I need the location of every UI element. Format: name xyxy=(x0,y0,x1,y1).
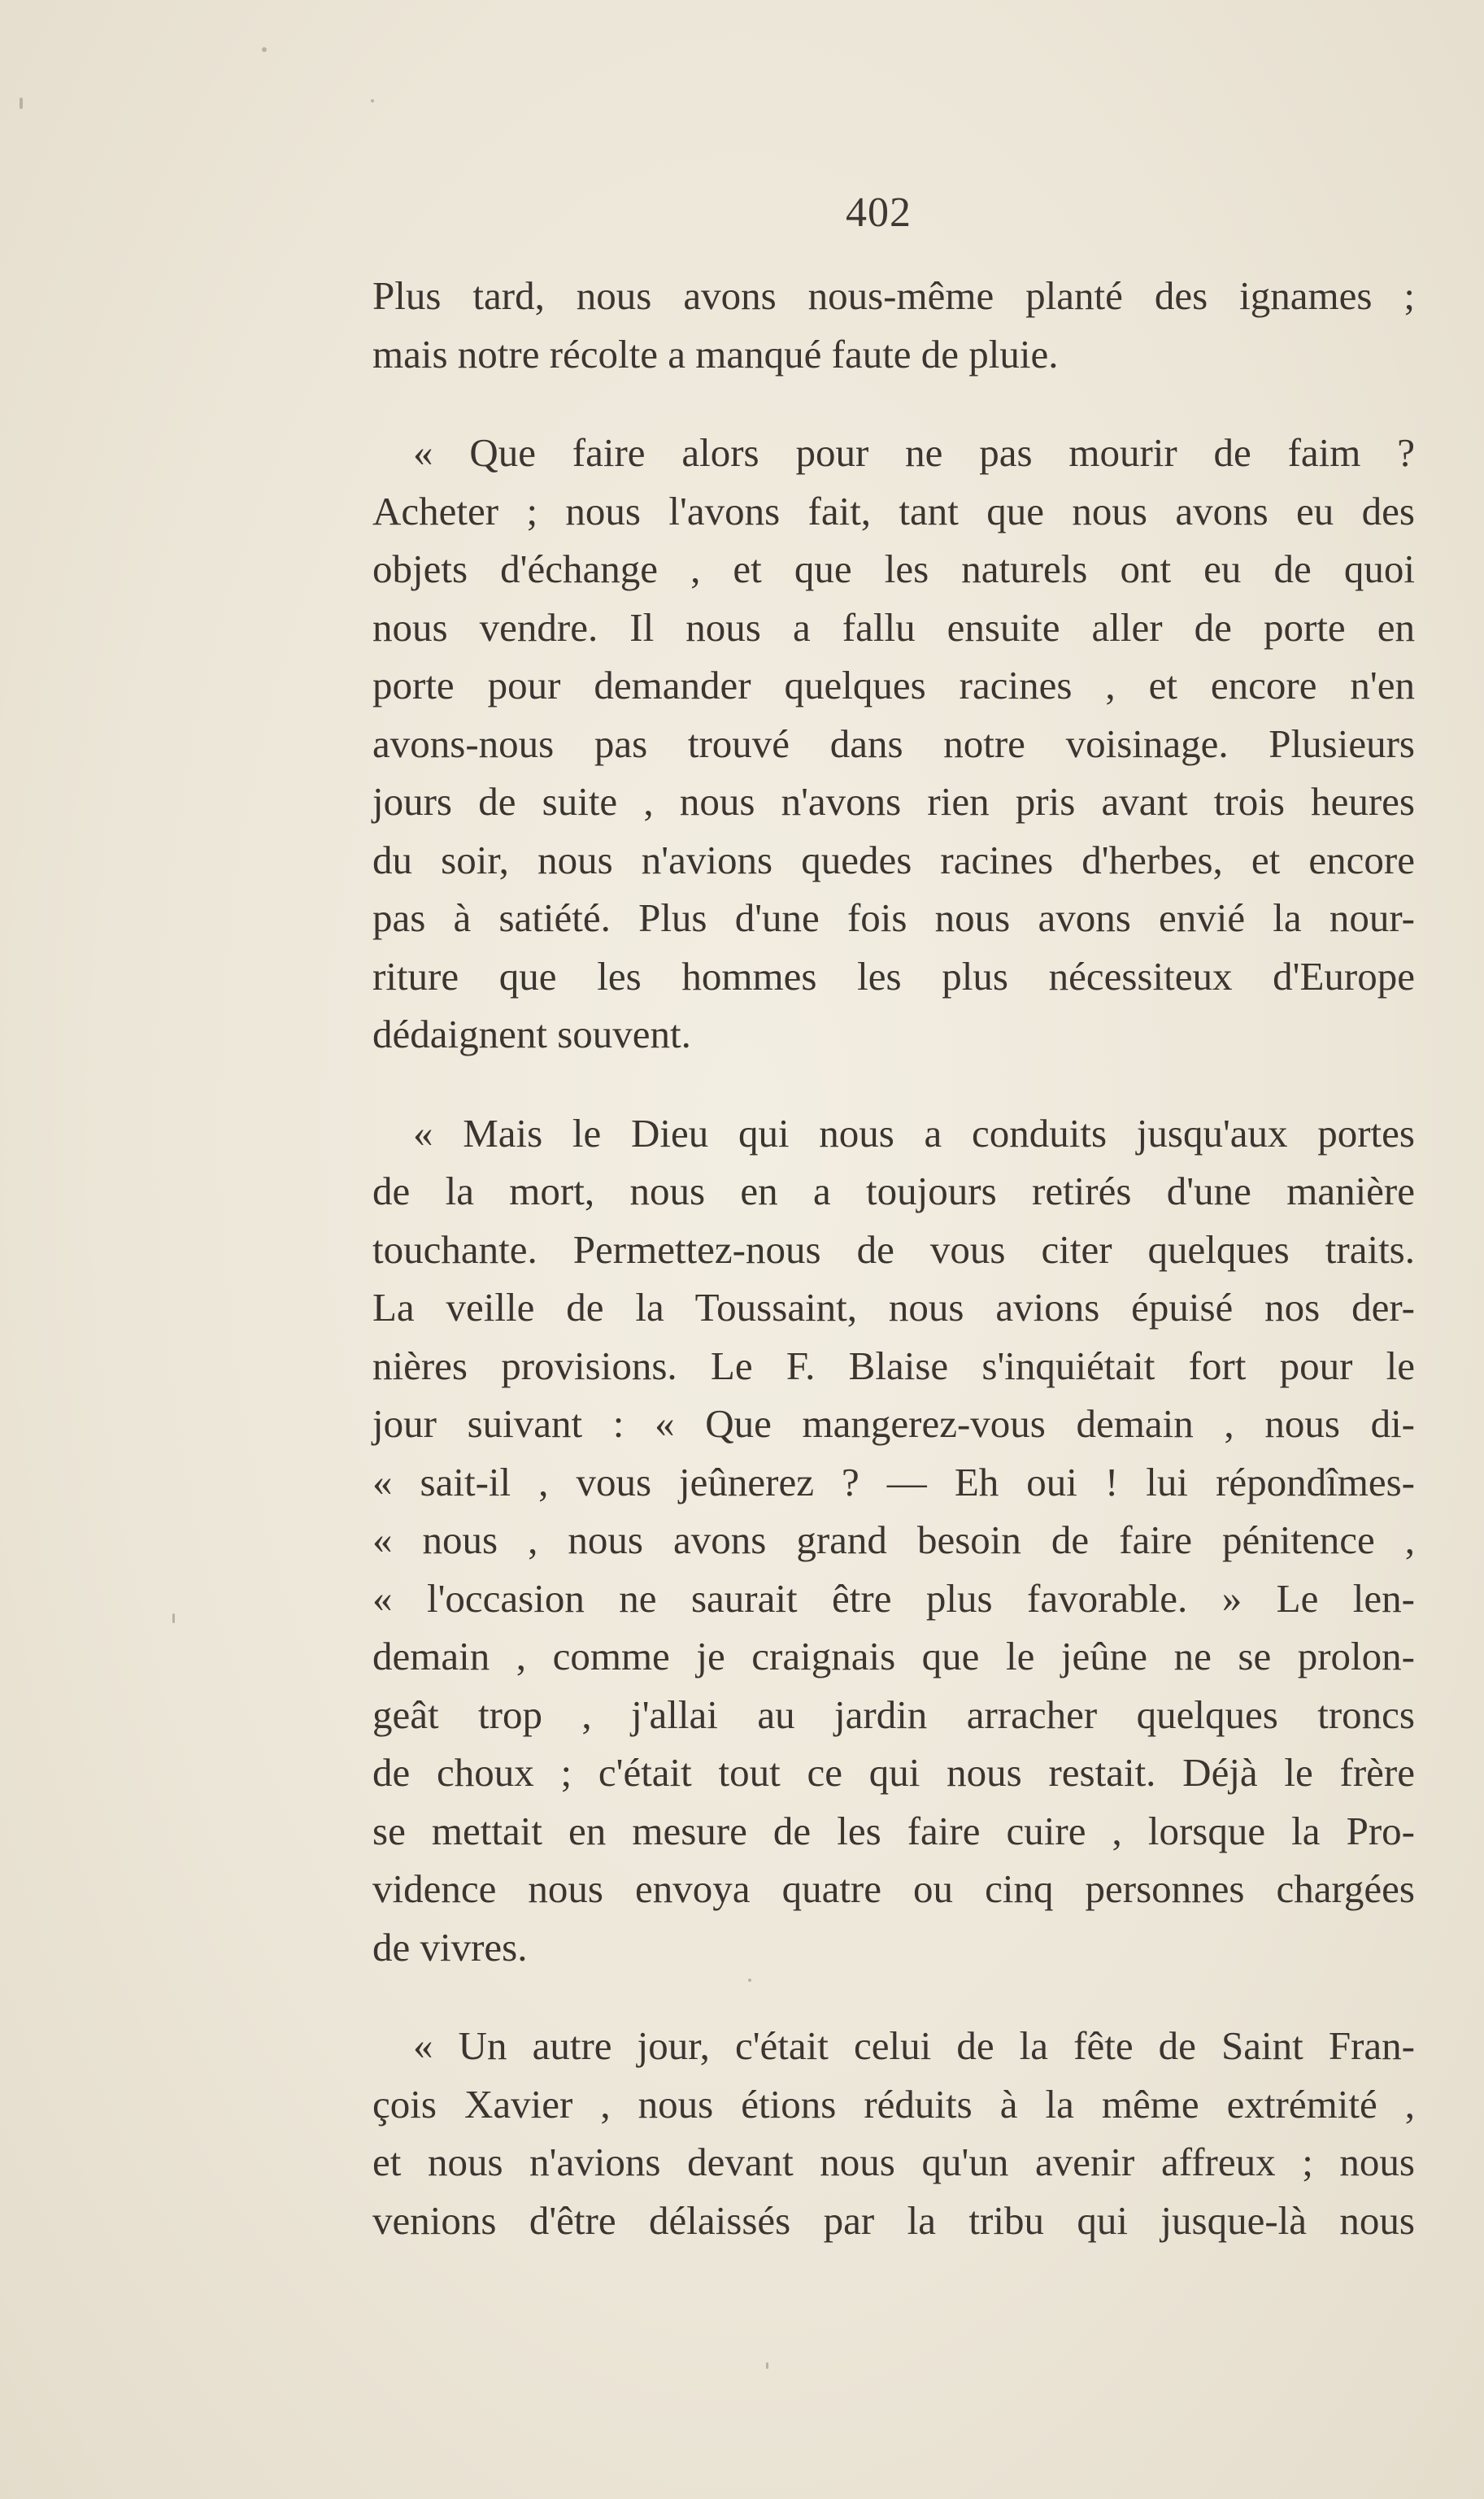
text-line: jour suivant : « Que mangerez-vous demain , nous di- xyxy=(372,1401,1415,1446)
text-line: nous vendre. Il nous a fallu ensuite aller de porte en xyxy=(372,604,1415,650)
paper-speck xyxy=(20,98,23,109)
paragraph xyxy=(372,267,1415,383)
text-line: geât trop , j'allai au jardin arracher quelques troncs xyxy=(372,1691,1415,1737)
paper-speck xyxy=(262,47,267,52)
text-line: du soir, nous n'avions quedes racines d'herbes, et encore xyxy=(372,837,1415,882)
text-line: demain , comme je craignais que le jeûne ne se prolon- xyxy=(372,1634,1415,1678)
text-line: « l'occasion ne saurait être plus favorable. » Le len- xyxy=(372,1575,1415,1621)
text-line: Plus tard, nous avons nous-même planté des ignames ; xyxy=(372,273,1415,318)
body-text xyxy=(372,267,1415,2249)
text-line: dédaignent souvent. xyxy=(372,1012,691,1056)
text-line: touchante. Permettez-nous de vous citer quelques traits. xyxy=(372,1226,1415,1272)
text-line: et nous n'avions devant nous qu'un avenir affreux ; nous xyxy=(372,2140,1415,2184)
text-line: objets d'échange , et que les naturels ont eu de quoi xyxy=(372,546,1415,591)
paragraph xyxy=(372,424,1415,1064)
text-line: Acheter ; nous l'avons fait, tant que nous avons eu des xyxy=(372,488,1415,533)
text-line: çois Xavier , nous étions réduits à la même extrémité , xyxy=(372,2081,1415,2127)
text-line: « sait-il , vous jeûnerez ? — Eh oui ! lui répondîmes- xyxy=(372,1459,1415,1504)
text-line: de choux ; c'était tout ce qui nous restait. Déjà le frère xyxy=(372,1750,1415,1795)
text-line: « Un autre jour, c'était celui de la fête de Saint Fran- xyxy=(413,2023,1415,2068)
text-line: « Que faire alors pour ne pas mourir de faim ? xyxy=(413,430,1415,475)
text-line: mais notre récolte a manqué faute de pluie. xyxy=(372,331,1059,377)
text-line: de la mort, nous en a toujours retirés d'une manière xyxy=(372,1169,1415,1213)
text-line: avons-nous pas trouvé dans notre voisinage. Plusieurs xyxy=(372,721,1415,766)
text-line: pas à satiété. Plus d'une fois nous avons envié la nour- xyxy=(372,895,1415,940)
text-line: porte pour demander quelques racines , et encore n'en xyxy=(372,663,1415,707)
text-line: jours de suite , nous n'avons rien pris avant trois heures xyxy=(372,779,1415,824)
paper-speck xyxy=(172,1613,175,1623)
text-line: riture que les hommes les plus nécessiteux d'Europe xyxy=(372,953,1415,999)
paper-speck xyxy=(371,99,374,102)
text-line: nières provisions. Le F. Blaise s'inquiétait fort pour le xyxy=(372,1343,1415,1388)
text-line: se mettait en mesure de les faire cuire , lorsque la Pro- xyxy=(372,1808,1415,1853)
text-line: venions d'être délaissés par la tribu qui jusque-là nous xyxy=(372,2197,1415,2243)
paragraph xyxy=(372,2017,1415,2249)
text-line: La veille de la Toussaint, nous avions épuisé nos der- xyxy=(372,1285,1415,1330)
paragraph xyxy=(372,1104,1415,1977)
paper-speck xyxy=(766,2362,768,2369)
page-number: 402 xyxy=(846,189,912,236)
text-line: « nous , nous avons grand besoin de faire pénitence , xyxy=(372,1517,1415,1562)
text-line: « Mais le Dieu qui nous a conduits jusqu'aux portes xyxy=(413,1110,1415,1156)
text-line: vidence nous envoya quatre ou cinq personnes chargées xyxy=(372,1866,1415,1911)
text-line: de vivres. xyxy=(372,1924,528,1970)
